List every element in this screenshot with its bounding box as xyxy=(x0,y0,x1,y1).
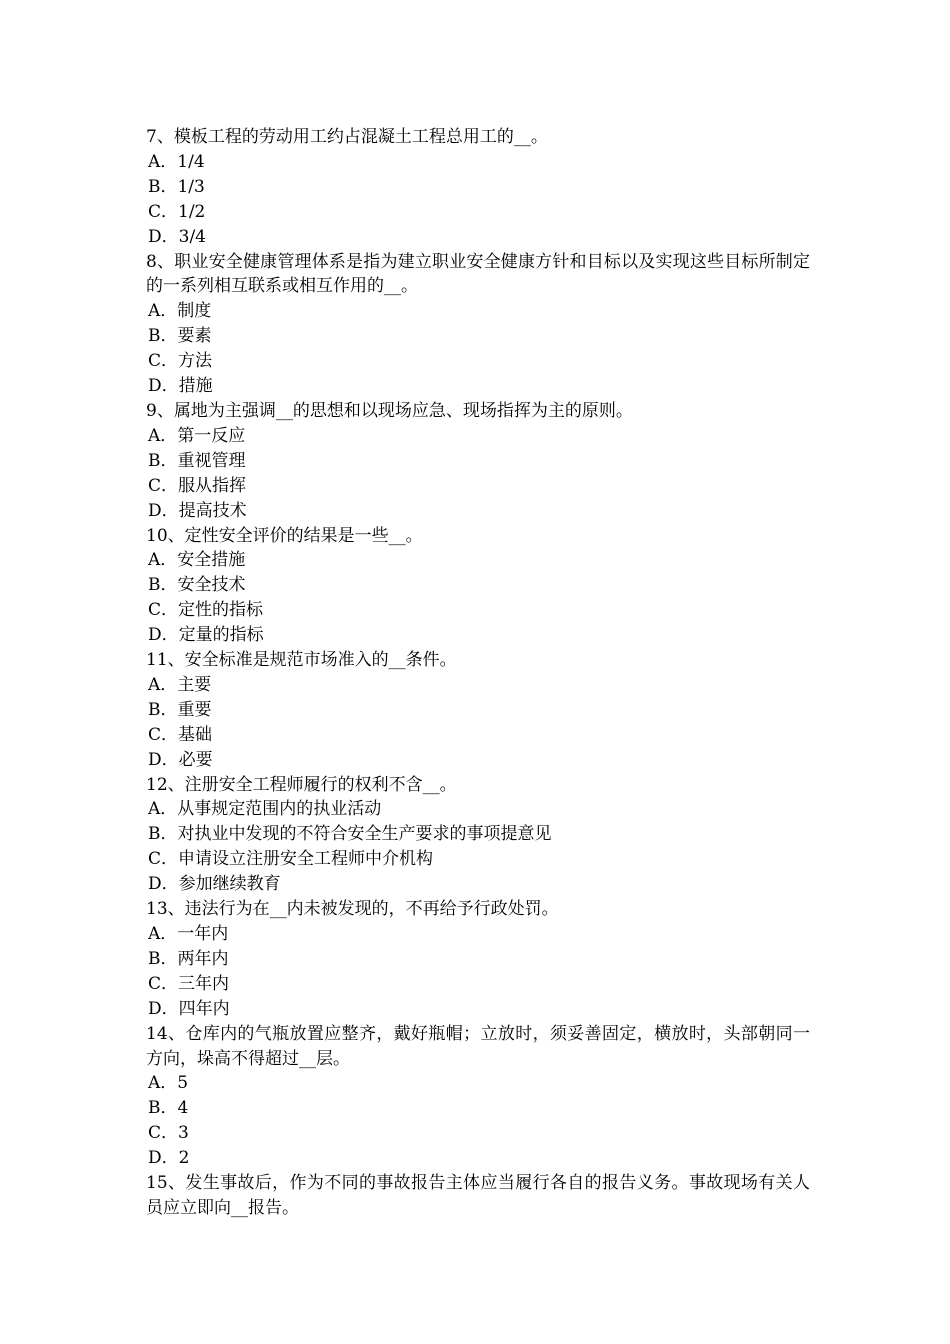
option-b: B．重要 xyxy=(148,699,212,720)
option-b: B．要素 xyxy=(148,326,212,347)
option-a: A．第一反应 xyxy=(148,425,246,446)
question-12 xyxy=(146,773,810,898)
option-d: D．提高技术 xyxy=(148,500,247,521)
question-stem: 7、模板工程的劳动用工约占混凝土工程总用工的__。 xyxy=(146,127,548,147)
option-a: A．制度 xyxy=(148,301,212,322)
option-a: A．一年内 xyxy=(148,924,229,944)
question-9 xyxy=(146,399,810,524)
option-b: B．对执业中发现的不符合安全生产要求的事项提意见 xyxy=(148,824,552,845)
question-stem: 12、注册安全工程师履行的权利不含__。 xyxy=(146,774,457,795)
question-8 xyxy=(146,250,810,399)
option-c: C．服从指挥 xyxy=(148,475,247,496)
question-stem: 10、定性安全评价的结果是一些__。 xyxy=(146,525,423,546)
option-d: D．定量的指标 xyxy=(148,625,264,646)
option-c: C．申请设立注册安全工程师中介机构 xyxy=(148,849,434,870)
question-13 xyxy=(146,897,810,1022)
question-stem: 9、属地为主强调__的思想和以现场应急、现场指挥为主的原则。 xyxy=(146,400,633,421)
option-c: C．基础 xyxy=(148,724,213,745)
option-d: D．措施 xyxy=(148,376,213,397)
option-c: C．三年内 xyxy=(148,973,230,994)
option-a: A．从事规定范围内的执业活动 xyxy=(148,799,382,820)
option-a: A．主要 xyxy=(148,674,212,695)
option-b: B．安全技术 xyxy=(148,575,246,596)
option-d: D．参加继续教育 xyxy=(148,874,281,895)
option-d: D．四年内 xyxy=(148,998,230,1019)
option-d: D．必要 xyxy=(148,749,213,770)
option-a: A．1/4 xyxy=(148,151,205,172)
question-stem: 14、仓库内的气瓶放置应整齐，戴好瓶帽；立放时，须妥善固定，横放时，头部朝同一方向，垛高不得超过__层。 xyxy=(146,1023,810,1069)
question-11 xyxy=(146,648,810,773)
option-c: C．1/2 xyxy=(148,201,206,222)
question-10 xyxy=(146,524,810,649)
question-14 xyxy=(146,1022,810,1171)
option-c: C．定性的指标 xyxy=(148,600,264,621)
option-d: D．2 xyxy=(148,1148,190,1169)
question-stem: 13、违法行为在__内未被发现的，不再给予行政处罚。 xyxy=(146,899,559,920)
option-b: B．4 xyxy=(148,1098,189,1119)
option-c: C．方法 xyxy=(148,351,213,372)
option-d: D．3/4 xyxy=(148,226,206,247)
question-7 xyxy=(146,125,810,250)
option-a: A．安全措施 xyxy=(148,550,246,571)
option-b: B．两年内 xyxy=(148,948,229,969)
question-15 xyxy=(146,1171,810,1221)
option-c: C．3 xyxy=(148,1123,189,1144)
question-list xyxy=(146,125,810,1221)
question-stem: 15、发生事故后，作为不同的事故报告主体应当履行各自的报告义务。事故现场有关人员应立即向__报告。 xyxy=(146,1173,810,1218)
option-b: B．重视管理 xyxy=(148,450,246,471)
option-a: A．5 xyxy=(148,1073,189,1094)
option-b: B．1/3 xyxy=(148,176,205,197)
question-stem: 8、职业安全健康管理体系是指为建立职业安全健康方针和目标以及实现这些目标所制定的一系列相互联系或相互作用的__。 xyxy=(146,251,810,297)
question-stem: 11、安全标准是规范市场准入的__条件。 xyxy=(146,650,457,671)
